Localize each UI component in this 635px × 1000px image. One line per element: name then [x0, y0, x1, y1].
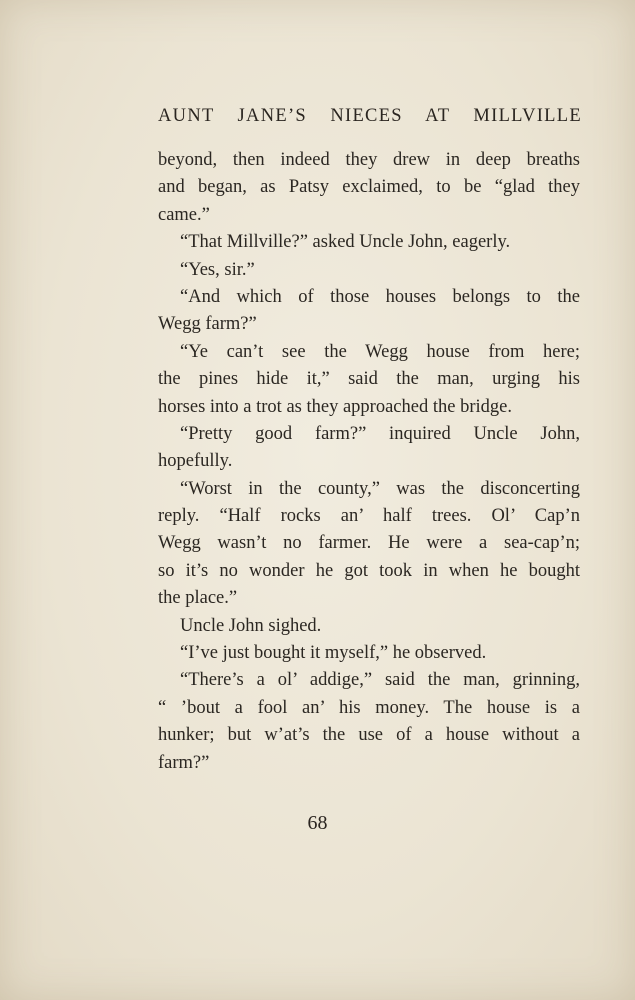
text-line: and began, as Patsy exclaimed, to be “glad they	[158, 177, 580, 198]
text-line: beyond, then indeed they drew in deep breaths	[158, 150, 580, 170]
page-number: 68	[307, 812, 328, 834]
text-line: horses into a trot as they approached the bridge.	[158, 396, 512, 417]
text-line: the pines hide it,” said the man, urging his	[158, 369, 580, 390]
text-line: Wegg wasn’t no farmer. He were a sea-cap’n;	[158, 533, 580, 554]
body-text	[158, 147, 580, 777]
text-line: “I’ve just bought it myself,” he observed.	[180, 643, 487, 664]
text-line: so it’s no wonder he got took in when he bought	[158, 560, 580, 581]
text-line: “There’s a ol’ addige,” said the man, grinning,	[180, 670, 580, 691]
running-head: AUNT JANE’S NIECES AT MILLVILLE	[158, 106, 582, 126]
text-line: came.”	[158, 204, 210, 225]
text-line: hunker; but w’at’s the use of a house without a	[158, 725, 580, 746]
text-line: the place.”	[158, 588, 238, 609]
text-line: “That Millville?” asked Uncle John, eagerly.	[180, 232, 511, 253]
text-line: hopefully.	[158, 451, 233, 472]
text-line: “ ’bout a fool an’ his money. The house is a	[158, 697, 580, 718]
text-line: “Yes, sir.”	[180, 259, 255, 280]
text-line: Uncle John sighed.	[180, 615, 322, 636]
text-line: “Worst in the county,” was the disconcerting	[180, 478, 580, 499]
text-line: reply. “Half rocks an’ half trees. Ol’ Cap’n	[158, 506, 580, 527]
text-line: “And which of those houses belongs to the	[180, 286, 580, 307]
text-line: “Ye can’t see the Wegg house from here;	[180, 341, 580, 362]
text-line: Wegg farm?”	[158, 314, 257, 335]
text-line: “Pretty good farm?” inquired Uncle John,	[180, 423, 580, 444]
text-line: farm?”	[158, 752, 210, 773]
